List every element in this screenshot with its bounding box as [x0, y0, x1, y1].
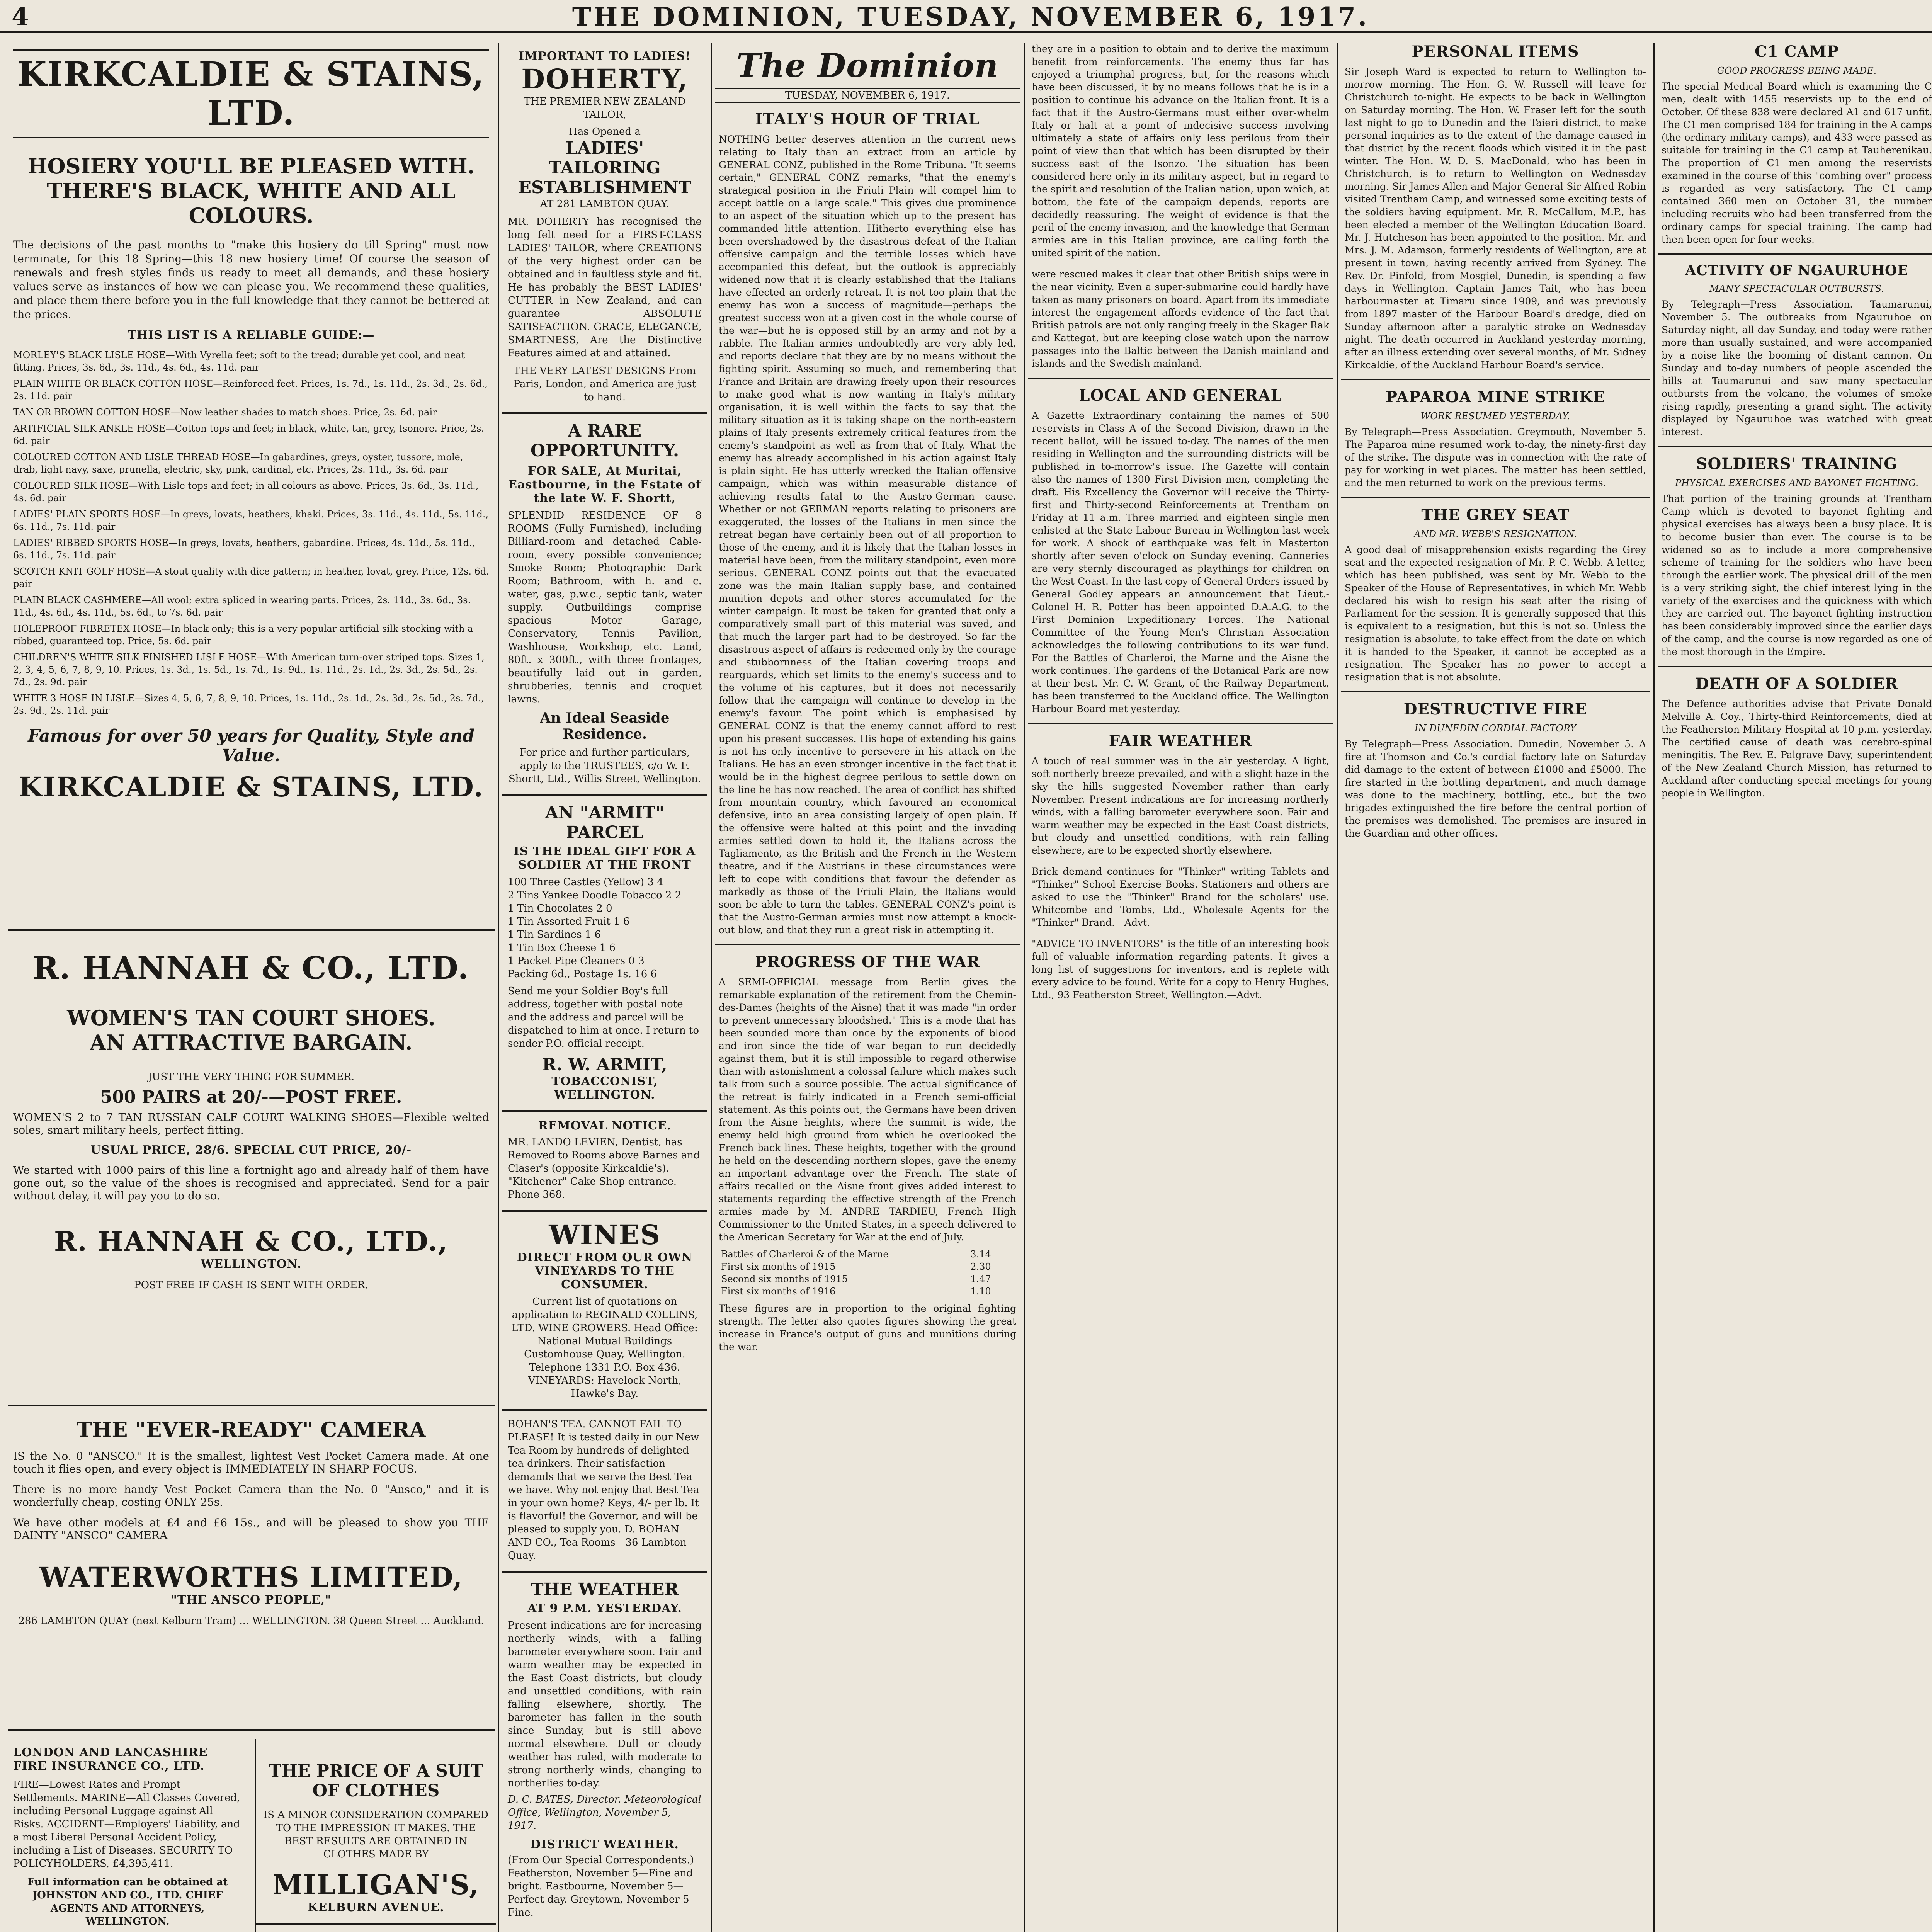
editorial-date: TUESDAY, NOVEMBER 6, 1917.: [715, 88, 1020, 103]
training-title: SOLDIERS' TRAINING: [1696, 455, 1898, 473]
hannah-title-2: R. HANNAH & CO., LTD.,: [54, 1225, 448, 1257]
death-title: DEATH OF A SOLDIER: [1695, 675, 1898, 693]
advert-column-left: [8, 43, 495, 1927]
rare-footer: For price and further particulars, apply to the TRUSTEES, c/o W. F. Shortt, Ltd., Willis Street, Wellington.: [508, 747, 701, 785]
doherty-opened: Has Opened a: [569, 126, 641, 138]
list-item: 1 Tin Sardines 1 6: [508, 929, 601, 940]
district-weather-text: (From Our Special Correspondents.) Featherston, November 5—Fine and bright. Eastbourne, November 5—Perfect day. Greytown, November 5—Fine.: [508, 1854, 699, 1918]
progress-title: PROGRESS OF THE WAR: [755, 953, 980, 971]
news-column-6: [1658, 43, 1932, 1932]
list-item: HOLEPROOF FIBRETEX HOSE—In black only; this is a very popular artificial silk stocking with a ribbed, guaranteed top. Price, 5s. 6d. pair: [13, 623, 473, 646]
bohan-advert: [502, 1411, 707, 1573]
news-column-5: [1341, 43, 1650, 1932]
doherty-text: MR. DOHERTY has recognised the long felt need for a FIRST-CLASS LADIES' TAILOR, where CREATIONS of the very highest order can be obtained and in faultless style and fit. He has probably the BEST LADIES' CUTTER in New Zealand, and can guarantee ABSOLUTE SATISFACTION. GRACE, ELEGANCE, SMARTNESS, Are the Distinctive Features aimed at and attained.: [508, 216, 702, 359]
progress-text-2: These figures are in proportion to the original fighting strength. The letter also quotes figures showing the great increase in France's output of guns and munitions during the war.: [719, 1303, 1016, 1352]
armit-sub: IS THE IDEAL GIFT FOR A SOLDIER AT THE FRONT: [514, 845, 696, 872]
table-cell: Battles of Charleroi & of the Marne: [721, 1249, 889, 1260]
progress-table: [719, 1248, 1005, 1298]
removal-title: REMOVAL NOTICE.: [538, 1119, 672, 1133]
armit-name: R. W. ARMIT,: [542, 1055, 667, 1075]
insurance-footer: Full information can be obtained at JOHNSTON AND CO., LTD. CHIEF AGENTS AND ATTORNEYS, WELLINGTON.: [27, 1876, 228, 1927]
brick-notice: Brick demand continues for "Thinker" writing Tablets and "Thinker" School Exercise Books. Stationers and others are asked to use the "Thinker" Brand for the scholars' use. Whitcombe and Tombs, Ltd., Wholesale Agents for the "Thinker" Brand.—Advt.: [1032, 866, 1329, 928]
weather-sub: AT 9 P.M. YESTERDAY.: [527, 1602, 682, 1615]
right-small-adverts: [255, 1739, 496, 1932]
grey-seat-sub: AND MR. WEBB'S RESIGNATION.: [1414, 529, 1577, 539]
wines-text: Current list of quotations on application to REGINALD COLLINS, LTD. WINE GROWERS. Head Office: National Mutual Buildings Customhouse Quay, Wellington. Telephone 1331 P.O. Box 436. VINEYARDS: Havelock North, Hawke's Bay.: [512, 1296, 698, 1400]
mine-strike-text: By Telegraph—Press Association. Greymouth, November 5. The Paparoa mine resumed work to-day, the ninety-first day of the strike. The dispute was in connection with the rate of pay for working in wet places. The matter has been settled, and the men returned to work on the previous terms.: [1345, 426, 1646, 488]
column-rule: [1653, 43, 1655, 1932]
bohan-text: BOHAN'S TEA. CANNOT FAIL TO PLEASE! It is tested daily in our New Tea Room by hundreds of delighted tea-drinkers. Their satisfaction demands that we serve the Best Tea we have. Why not enjoy that Best Tea in your own home? Keys, 4/- per lb. It is flavorful! the Governor, and will be pleased to supply you. D. BOHAN AND CO., Tea Rooms—36 Lambton Quay.: [508, 1418, 699, 1561]
grey-seat-title: THE GREY SEAT: [1421, 506, 1570, 524]
doherty-address: AT 281 LAMBTON QUAY.: [540, 198, 670, 210]
wines-title: WINES: [549, 1219, 661, 1251]
armit-advert: [502, 796, 707, 1112]
column-rule: [498, 43, 499, 1932]
milligan-name: MILLIGAN'S,: [272, 1869, 480, 1901]
table-row: [719, 1273, 1005, 1285]
table-cell: 3.14: [970, 1249, 991, 1260]
c1-camp-title: C1 CAMP: [1755, 43, 1839, 61]
waterworths-sub: "THE ANSCO PEOPLE,": [171, 1593, 332, 1607]
kirkcaldie-title: KIRKCALDIE & STAINS, LTD.: [13, 49, 489, 138]
c1-camp-sub: GOOD PROGRESS BEING MADE.: [1717, 65, 1877, 76]
kirkcaldie-headline-2: THERE'S BLACK, WHITE AND ALL COLOURS.: [47, 179, 456, 228]
column-rule: [1337, 43, 1338, 1932]
rare-ideal: An Ideal Seaside Residence.: [540, 710, 670, 742]
rare-sale: FOR SALE, At Muritai, Eastbourne, in the Estate of the late W. F. Shortt,: [508, 464, 701, 505]
fair-weather-title: FAIR WEATHER: [1109, 732, 1252, 750]
hannah-sub-2: AN ATTRACTIVE BARGAIN.: [90, 1030, 413, 1055]
fair-weather-text: A touch of real summer was in the air yesterday. A light, soft northerly breeze prevailed, and with a slight haze in the sky the hills suggested November rather than early November. Present indications are for increasing northerly winds, with a falling barometer everywhere soon. Fair and warm weather may be expected in the East Coast districts, but cloudy and unsettled conditions, with rain falling elsewhere, are to be expected shortly elsewhere.: [1032, 755, 1329, 856]
armit-town: WELLINGTON.: [554, 1088, 655, 1102]
paper-title: THE DOMINION, TUESDAY, NOVEMBER 6, 1917.: [572, 2, 1369, 32]
rare-title: A RARE OPPORTUNITY.: [530, 421, 679, 461]
local-general-title: LOCAL AND GENERAL: [1079, 386, 1282, 405]
ngauruhoe-text: By Telegraph—Press Association. Taumarunui, November 5. The outbreaks from Ngauruhoe on Saturday night, all day Sunday, and today were rather more than usually sustained, and were accompanied by a noise like the booming of distant cannon. On Sunday and to-day numbers of people ascended the hills at Taumarunui and saw many spectacular outbursts from the volcano, the volumes of smoke rising rapidly, presenting a grand sight. The activity displayed by Ngauruhoe was watched with great interest.: [1662, 299, 1932, 437]
column-rule: [1024, 43, 1025, 1932]
hannah-footer: POST FREE IF CASH IS SENT WITH ORDER.: [134, 1279, 368, 1291]
hannah-advert: [8, 931, 495, 1406]
hannah-line-2: 500 PAIRS at 20/-—POST FREE.: [100, 1087, 402, 1107]
insurance-advert: [8, 1739, 247, 1932]
kirkcaldie-famous: Famous for over 50 years for Quality, Style and Value.: [28, 726, 474, 765]
ngauruhoe-title: ACTIVITY OF NGAURUHOE: [1685, 262, 1908, 279]
left-small-adverts: [8, 1739, 247, 1932]
ansco-text-2: There is no more handy Vest Pocket Camera than the No. 0 "Ansco," and it is wonderfully cheap, costing ONLY 25s.: [13, 1483, 489, 1509]
table-row: [719, 1260, 1005, 1273]
kirkcaldie-headline: HOSIERY YOU'LL BE PLEASED WITH.: [27, 154, 475, 179]
hannah-sub-1: WOMEN'S TAN COURT SHOES.: [67, 1005, 435, 1030]
doherty-title: DOHERTY,: [521, 63, 688, 95]
inventors-notice: "ADVICE TO INVENTORS" is the title of an interesting book full of valuable information regarding patents. It gives a long list of suggestions for inventors, and is replete with every advice to be found. Write for a copy to Henry Hughes, Ltd., 93 Featherston Street, Wellington.—Advt.: [1032, 938, 1329, 1000]
waterworths-address: 286 LAMBTON QUAY (next Kelburn Tram) ... WELLINGTON. 38 Queen Street ... Auckland.: [18, 1615, 484, 1627]
table-cell: 2.30: [970, 1261, 991, 1272]
ansco-title: THE "EVER-READY" CAMERA: [77, 1417, 426, 1442]
doherty-advert: [502, 43, 707, 414]
list-item: 1 Tin Assorted Fruit 1 6: [508, 916, 630, 927]
kirkcaldie-list-head: THIS LIST IS A RELIABLE GUIDE:—: [128, 328, 375, 342]
editorial-column: [715, 43, 1020, 1932]
armit-title: AN "ARMIT" PARCEL: [545, 803, 665, 842]
table-cell: 1.47: [970, 1274, 991, 1284]
clothes-title: THE PRICE OF A SUIT OF CLOTHES: [269, 1761, 483, 1801]
list-item: TAN OR BROWN COTTON HOSE—Now leather shades to match shoes. Price, 2s. 6d. pair: [13, 407, 437, 418]
list-item: LADIES' PLAIN SPORTS HOSE—In greys, lovats, heathers, khaki. Prices, 3s. 11d., 4s. 11d., 5s. 11d., 6s. 11d., 7s. 11d. pair: [13, 509, 489, 532]
fire-text: By Telegraph—Press Association. Dunedin, November 5. A fire at Thomson and Co.'s cordial factory late on Saturday did damage to the extent of between £1000 and £5000. The fire started in the bottling department, and much damage was done to the machinery, bottling, etc., but the two brigades extinguished the fire before the central portion of the premises was demolished. The premises are insured in the Guardian and other offices.: [1345, 738, 1646, 839]
news-column-4: [1028, 43, 1333, 1932]
weather-signature: D. C. BATES, Director. Meteorological Office, Wellington, November 5, 1917.: [508, 1794, 701, 1832]
doherty-sub: THE PREMIER NEW ZEALAND TAILOR,: [524, 96, 686, 121]
milligan-address: KELBURN AVENUE.: [308, 1901, 444, 1914]
list-item: MORLEY'S BLACK LISLE HOSE—With Vyrella feet; soft to the tread; durable yet cool, and neat fitting. Prices, 3s. 6d., 3s. 11d., 4s. 6d., 4s. 11d. pair: [13, 350, 465, 373]
mine-strike-title: PAPAROA MINE STRIKE: [1385, 388, 1605, 406]
kirkcaldie-intro: The decisions of the past months to "make this hosiery do till Spring" must now terminate, for this 18 Spring—this 18 new hosiery time! Of course the season of renewals and fresh styles finds us ready to meet all demands, and these hosiery values serve as instances of how we can please you. We recommend these qualities, and place them there before you in the full knowledge that they cannot be bettered at the prices.: [13, 238, 489, 321]
advert-column-second: [502, 43, 707, 1918]
list-item: 1 Packet Pipe Cleaners 0 3: [508, 955, 645, 967]
progress-text: A SEMI-OFFICIAL message from Berlin gives the remarkable explanation of the retirement from the Chemin-des-Dames (heights of the Aisne) that it was made "in order to prevent unnecessary bloodshed." This is a mode that has been sounded more than once by the exponents of blood and iron since the tide of war began to run decidedly against them, but it is still impossible to regard otherwise than with astonishment a colossal failure which makes such talk from such a source possible. The actual significance of the retreat is fairly indicated in a French semi-official statement. As this points out, the Germans have been driven from the Aisne heights, where the summit is wide, the enemy held high ground from which he overlooked the French back lines. These heights, together with the ground he held on the descending northern slopes, gave the enemy an important advantage over the French. The state of affairs recalled on the Aisne front gives added interest to statements regarding the effective strength of the French armies made by M. ANDRE TARDIEU, French High Commissioner to the United States, in a speech delivered to the American Secretary for War at the end of July.: [719, 976, 1016, 1243]
list-item: 2 Tins Yankee Doodle Tobacco 2 2: [508, 889, 682, 901]
table-cell: 1.10: [970, 1286, 991, 1297]
c1-camp-text: The special Medical Board which is examining the C men, dealt with 1455 reservists up to the end of October. Of these 838 were declared A1 and 617 unfit. The C1 men comprised 184 for training in the A camps (the ordinary military camps), and 433 were passed as suitable for training in the C1 camp at Tauherenikau. The proportion of C1 men among the reservists examined in the course of this "combing over" process is regarded as very satisfactory. The C1 camp contained 360 men on October 31, the number including recruits who had been transferred from the ordinary camps for special training. The camp had then been open for four weeks.: [1662, 81, 1932, 245]
doherty-pre: IMPORTANT TO LADIES!: [519, 49, 691, 63]
grey-seat-text: A good deal of misapprehension exists regarding the Grey seat and the expected resignation of Mr. P. C. Webb. A letter, which has been published, was sent by Mr. Webb to the Speaker of the House of Representatives, in which Mr. Webb declared his wish to resign his seat after the rising of Parliament for the session. It is generally supposed that this is equivalent to a resignation, but this is not so. Unless the resignation is absolute, to take effect from the date on which it is handed to the Speaker, it cannot be accepted as a resignation. The Speaker has no power to accept a resignation that is not absolute.: [1345, 544, 1646, 683]
list-item: 1 Tin Box Cheese 1 6: [508, 942, 616, 954]
list-item: WHITE 3 HOSE IN LISLE—Sizes 4, 5, 6, 7, 8, 9, 10. Prices, 1s. 11d., 2s. 1d., 2s. 3d., 2s. 5d., 2s. 7d., 2s. 9d., 2s. 11d. pair: [13, 693, 484, 716]
hannah-line-1: JUST THE VERY THING FOR SUMMER.: [148, 1071, 355, 1083]
armit-role: TOBACCONIST,: [551, 1075, 658, 1088]
kirkcaldie-title-footer: KIRKCALDIE & STAINS, LTD.: [19, 771, 484, 803]
page-number: 4: [12, 2, 29, 31]
ansco-text-3: We have other models at £4 and £6 15s., and will be pleased to show you THE DAINTY "ANSCO" CAMERA: [13, 1516, 489, 1542]
rare-opportunity-advert: [502, 414, 707, 796]
list-item: LADIES' RIBBED SPORTS HOSE—In greys, lovats, heathers, gabardine. Prices, 4s. 11d., 5s. 11d., 6s. 11d., 7s. 11d. pair: [13, 537, 475, 561]
ansco-advert: [8, 1406, 495, 1731]
lead-article-text: NOTHING better deserves attention in the current news relating to Italy than an extract from an article by GENERAL CONZ, published in the Rome Tribuna. "It seems certain," GENERAL CONZ remarks, "that the enemy's strategical position in the Friuli Plain will compel him to accept battle on a large scale." This gives due prominence to an aspect of the situation which up to the present has commanded little attention. Hitherto everything else has been overshadowed by the disastrous defeat of the Italian offensive campaign and the terrible losses which have accompanied this defeat, but the outlook is appreciably widened now that it is clearly established that the Italians have effected an orderly retreat. It is not too plain that the enemy has won a success of magnitude—perhaps the greatest success won at a given cost in the whole course of the war—but he is opposed still by an army and not by a rabble. The Italian armies undoubtedly are very ably led, and reports declare that they are by no means without the fighting spirit. Assuming so much, and remembering that France and Britain are drawing freely upon their resources to make good what is now wanting in Italy's military organisation, it is well within the facts to say that the military situation as it is taking shape on the north-eastern plains of Italy presents extremely critical features from the enemy's standpoint as well as from that of Italy. What the enemy has already accomplished in his action against Italy is plain sight. He has utterly wrecked the Italian offensive campaign, which was within measurable distance of achieving results fatal to the Austro-German cause. Whether or not GERMAN reports relating to prisoners are exaggerated, the losses of the Italians in men since the retreat began have certainly been out of all proportion to those of the enemy, and it is likely that the Italian losses in material have been, from the military standpoint, even more serious. GENERAL CONZ points out that the evacuated zone was the main Italian supply base, and contained munition depots and other stores accumulated for the winter campaign. It must be taken for granted that only a comparatively small part of this material was saved, and that much the larger part had to be destroyed. So far the disastrous aspect of affairs is redeemed only by the courage and stubbornness of the Italian covering troops and rearguards, which set limits to the enemy's success and to the volume of his captures, but it does not necessarily follow that the campaign will continue to develop in the enemy's favour. The point which is emphasised by GENERAL CONZ is that the enemy cannot afford to rest upon his present successes. His hope of extending his gains is not his only incentive to persevere in his attack on the Italians. He has an even stronger incentive in the fact that it would be in the highest degree perilous to settle down on the line he has now reached. The area of conflict has shifted from mountain country, which favoured an economical defensive, into an area consisting largely of open plain. If the offensive were halted at this point and the invading armies settled down to hold it, the Italians across the Tagliamento, as the British and the French in the Western theatre, and if the Austrians in these circumstances were left to cope with conditions that favour the defender as markedly as those of the Friuli Plain, the Italians would soon be able to turn the tables. GENERAL CONZ's point is that the Austro-German armies must now attempt a knock-out blow, and that they run a great risk in attempting it.: [719, 134, 1016, 935]
table-row: [719, 1248, 1005, 1260]
insurance-text: FIRE—Lowest Rates and Prompt Settlements. MARINE—All Classes Covered, including Personal Luggage against All Risks. ACCIDENT—Employers' Liability, and a most Liberal Personal Accident Policy, including a List of Diseases. SECURITY TO POLICYHOLDERS, £4,395,411.: [13, 1779, 240, 1869]
ansco-text: IS the No. 0 "ANSCO." It is the smallest, lightest Vest Pocket Camera made. At one touch it flies open, and every object is IMMEDIATELY IN SHARP FOCUS.: [13, 1450, 489, 1475]
hannah-line-3: WOMEN'S 2 to 7 TAN RUSSIAN CALF COURT WALKING SHOES—Flexible welted soles, smart military heels, perfect fitting.: [13, 1111, 489, 1136]
list-item: COLOURED SILK HOSE—With Lisle tops and feet; in all colours as above. Prices, 3s. 6d., 3s. 11d., 4s. 6d. pair: [13, 480, 479, 503]
armit-text: Send me your Soldier Boy's full address, together with postal note and the address and parcel will be dispatched to him at once. I return to sender P.O. official receipt.: [508, 985, 699, 1049]
weather-report: [502, 1573, 707, 1928]
hannah-town: WELLINGTON.: [201, 1257, 302, 1271]
clothes-advert: [256, 1739, 496, 1925]
list-item: Packing 6d., Postage 1s. 16 6: [508, 968, 657, 980]
mine-strike-sub: WORK RESUMED YESTERDAY.: [1420, 411, 1570, 422]
hannah-line-4: We started with 1000 pairs of this line a fortnight ago and already half of them have gone out, so the value of the shoes is recognised and appreciated. Send for a pair without delay, it will pay you to do so.: [13, 1164, 489, 1202]
fire-sub: IN DUNEDIN CORDIAL FACTORY: [1414, 723, 1577, 734]
weather-title: THE WEATHER: [531, 1580, 679, 1599]
kirkcaldie-advert: [8, 43, 495, 931]
hannah-title: R. HANNAH & CO., LTD.: [33, 950, 469, 986]
fire-title: DESTRUCTIVE FIRE: [1403, 700, 1587, 718]
list-item: SCOTCH KNIT GOLF HOSE—A stout quality with dice pattern; in heather, lovat, grey. Price, 12s. 6d. pair: [13, 566, 489, 589]
list-item: 1 Tin Chocolates 2 0: [508, 903, 612, 914]
local-general-text: A Gazette Extraordinary containing the names of 500 reservists in Class A of the Second Division, drawn in the recent ballot, will be issued to-day. The names of the men residing in Wellington and the surrounding districts will be published in to-morrow's issue. The Gazette will contain also the names of 1300 First Division men, completing the draft. His Excellency the Governor will receive the Thirty-first and Thirty-second Reinforcements at Trentham on Friday at 11 a.m. Three married and eighteen single men enlisted at the State Labour Bureau in Wellington last week for work. A shock of earthquake was felt in Masterton shortly after seven o'clock on Sunday evening. Canneries are very sternly discouraged as playthings for children on the West Coast. In the last copy of General Orders issued by General Godley appears an announcement that Lieut.-Colonel H. R. Potter has been appointed D.A.A.G. to the First Dominion Expeditionary Forces. The National Committee of the Young Men's Christian Association acknowledges the following contributions to its war fund. For the Battles of Charleroi, the Marne and the Aisne the work continues. The gardens of the Botanical Park are now at their best. Mr. C. W. Grant, of the Railway Department, has been transferred to the Auckland office. The Wellington Harbour Board met yesterday.: [1032, 410, 1329, 714]
page-header: [0, 0, 1932, 33]
weather-text: Present indications are for increasing northerly winds, with a falling barometer everywhere soon. Fair and warm weather may be expected in the East Coast districts, but cloudy and unsettled conditions, with rain falling elsewhere, shortly. The barometer has fallen in the south since Sunday, but is still above normal elsewhere. Dull or cloudy weather has ruled, with moderate to strong northerly winds, changing to northerlies to-day.: [508, 1620, 702, 1789]
rare-text: SPLENDID RESIDENCE OF 8 ROOMS (Fully Furnished), including Billiard-room and detached Cable-room, every possible convenience; Smoke Room; Photographic Dark Room; Bathroom, with h. and c. water, gas, p.w.c., septic tank, water supply. Outbuildings comprise spacious Motor Garage, Conservatory, Tennis Pavilion, Washhouse, Workshop, etc. Land, 80ft. x 300ft., with three frontages, beautifully laid out in garden, shrubberies, tennis and croquet lawns.: [508, 510, 702, 705]
insurance-title: LONDON AND LANCASHIRE FIRE INSURANCE CO., LTD.: [13, 1746, 208, 1773]
hannah-price: USUAL PRICE, 28/6. SPECIAL CUT PRICE, 20/-: [90, 1143, 412, 1157]
list-item: COLOURED COTTON AND LISLE THREAD HOSE—In gabardines, greys, oyster, tussore, mole, drab, light navy, saxe, prunella, electric, sky, pink, cardinal, etc. Prices, 2s. 11d., 3s. 6d. pair: [13, 452, 463, 475]
list-item: PLAIN WHITE OR BLACK COTTON HOSE—Reinforced feet. Prices, 1s. 7d., 1s. 11d., 2s. 3d., 2s. 6d., 2s. 11d. pair: [13, 378, 488, 401]
list-item: 100 Three Castles (Yellow) 3 4: [508, 876, 663, 888]
wines-sub: DIRECT FROM OUR OWN VINEYARDS TO THE CONSUMER.: [517, 1251, 693, 1291]
removal-notice: [502, 1112, 707, 1212]
table-cell: First six months of 1915: [721, 1261, 836, 1272]
column-rule: [711, 43, 712, 1932]
district-weather-title: DISTRICT WEATHER.: [531, 1838, 679, 1851]
doherty-est: LADIES' TAILORING ESTABLISHMENT: [518, 138, 691, 197]
personal-items-title: PERSONAL ITEMS: [1412, 43, 1579, 61]
list-item: ARTIFICIAL SILK ANKLE HOSE—Cotton tops and feet; in black, white, tan, grey, Isonore. Price, 2s. 6d. pair: [13, 423, 485, 446]
kirkcaldie-list: [13, 349, 489, 717]
wines-advert: [502, 1212, 707, 1411]
removal-text: MR. LANDO LEVIEN, Dentist, has Removed to Rooms above Barnes and Claser's (opposite Kirkcaldie's). "Kitchener" Cake Shop entrance. Phone 368.: [508, 1136, 700, 1201]
armit-list: [508, 876, 702, 981]
dominion-masthead: The Dominion: [736, 46, 998, 85]
ngauruhoe-sub: MANY SPECTACULAR OUTBURSTS.: [1709, 283, 1884, 294]
personal-items-text: Sir Joseph Ward is expected to return to Wellington to-morrow morning. The Hon. G. W. Russell will leave for Christchurch to-night. He expects to be back in Wellington on Saturday morning. The Hon. W. Fraser left for the south last night to go to Dunedin and the Taieri district, to make personal inquiries as to the extent of the damage caused in that district by the recent floods which visited it in the past winter. The Hon. W. D. S. MacDonald, who has been in Christchurch, is to return to Wellington on Wednesday morning. Sir James Allen and Major-General Sir Alfred Robin visited Trentham Camp, and witnessed some exciting tests of the soldiers having equipment. Mr. R. McCallum, M.P., has been elected a member of the Wellington Education Board. Mr. J. Hutcheson has been appointed to the position. Mr. and Mrs. J. M. Adamson, formerly residents of Wellington, are at present in town, having recently arrived from Sydney. The Rev. Dr. Pinfold, from Mosgiel, Dunedin, is spending a few days in Wellington. Captain James Tait, who has been harbourmaster at Timaru since 1909, and was previously from 1897 master of the Harbour Board's dredge, died on Sunday afternoon after a paralytic stroke on Wednesday night. The death occurred in Auckland yesterday morning, after an illness extending over several months, of Mr. Sidney Kirkcaldie, of the Auckland Harbour Board's service.: [1345, 66, 1646, 371]
list-item: PLAIN BLACK CASHMERE—All wool; extra spliced in wearing parts. Prices, 2s. 11d., 3s. 6d., 3s. 11d., 4s. 6d., 4s. 11d., 5s. 6d., to 7s. 6d. pair: [13, 595, 471, 618]
attorneys-advert: [256, 1925, 496, 1932]
lead-article-title: ITALY'S HOUR OF TRIAL: [755, 110, 980, 128]
clothes-text: IS A MINOR CONSIDERATION COMPARED TO THE IMPRESSION IT MAKES. THE BEST RESULTS ARE OBTAINED IN CLOTHES MADE BY: [263, 1809, 489, 1860]
list-item: CHILDREN'S WHITE SILK FINISHED LISLE HOSE—With American turn-over striped tops. Sizes 1, 2, 3, 4, 5, 6, 7, 8, 9, 10. Prices, 1s. 3d., 1s. 5d., 1s. 7d., 1s. 9d., 1s. 11d., 2s. 1d., 2s. 3d., 2s. 5d., 2s. 7d., 2s. 9d. pair: [13, 652, 485, 687]
editorial-continued: they are in a position to obtain and to derive the maximum benefit from reinforcements. The enemy thus far has enjoyed a triumphal progress, but, for the reasons which have been discussed, it by no means follows that he is in a position to continue his advance on the Italian front. It is a fact that if the Austro-Germans must either over-whelm Italy or halt at a point of indecisive success involving ultimately a state of affairs only less perilous from their point of view than that which has been disrupted by their success east of the Isonzo. The situation has been considered here only in its military aspect, but in regard to the spirit and resolution of the Italian nation, upon which, at bottom, the fate of the campaign depends, reports are decidedly reassuring. The weight of evidence is that the peril of the enemy invasion, and the knowledge that German armies are in this Italian province, are calling forth the united spirit of the nation.: [1032, 43, 1329, 259]
table-cell: First six months of 1916: [721, 1286, 836, 1297]
table-cell: Second six months of 1915: [721, 1274, 848, 1284]
waterworths-title: WATERWORTHS LIMITED,: [39, 1561, 463, 1593]
death-text: The Defence authorities advise that Private Donald Melville A. Coy., Thirty-third Reinforcements, died at the Featherston Military Hospital at 10 p.m. yesterday. The certified cause of death was cerebro-spinal meningitis. The Rev. E. Palgrave Davy, superintendent of the New Zealand Church Mission, has returned to Auckland after conducting special meetings for young people in Wellington.: [1662, 698, 1932, 799]
editorial-continued-2: were rescued makes it clear that other British ships were in the near vicinity. Even a super-submarine could hardly have taken as many prisoners on board. Apart from its immediate interest the engagement affords evidence of the fact that British patrols are not only ranging freely in the Skager Rak and Kattegat, but are keeping close watch upon the narrow passages into the Baltic between the Danish mainland and islands and the Swedish mainland.: [1032, 269, 1329, 369]
doherty-latest: THE VERY LATEST DESIGNS From Paris, London, and America are just to hand.: [513, 365, 696, 403]
training-sub: PHYSICAL EXERCISES AND BAYONET FIGHTING.: [1675, 478, 1918, 488]
training-text: That portion of the training grounds at Trentham Camp which is devoted to bayonet fighting and physical exercises has always been a busy place. It is to become busier than ever. The course is to be widened so as to include a more comprehensive scheme of training for the soldiers who have been through the earlier work. The physical drill of the men is a very striking sight, the chief interest lying in the variety of the exercises and the quickness with which they are carried out. The bayonet fighting instruction has been considerably improved since the earlier days of the camp, and the course is now regarded as one of the most thorough in the Empire.: [1662, 493, 1932, 657]
table-row: [719, 1285, 1005, 1298]
